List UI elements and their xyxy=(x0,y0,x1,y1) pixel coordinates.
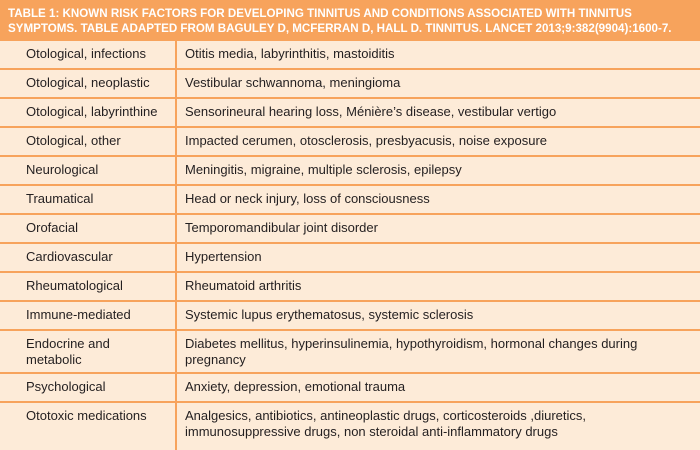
table-row xyxy=(0,214,700,243)
category-cell: Ototoxic medications xyxy=(0,402,176,450)
table-row xyxy=(0,69,700,98)
table-caption: TABLE 1: KNOWN RISK FACTORS FOR DEVELOPING TINNITUS AND CONDITIONS ASSOCIATED WITH TINNITUS SYMPTOMS. TABLE ADAPTED FROM BAGULEY D, MCFERRAN D, HALL D. TINNITUS. LANCET 2013;9:382(9904):1600-7. xyxy=(0,0,700,41)
category-cell: Endocrine and metabolic xyxy=(0,330,176,373)
conditions-cell: Vestibular schwannoma, meningioma xyxy=(176,69,700,98)
category-cell: Otological, infections xyxy=(0,41,176,69)
conditions-cell: Hypertension xyxy=(176,243,700,272)
conditions-cell: Rheumatoid arthritis xyxy=(176,272,700,301)
category-cell: Otological, labyrinthine xyxy=(0,98,176,127)
conditions-cell: Anxiety, depression, emotional trauma xyxy=(176,373,700,402)
category-cell: Orofacial xyxy=(0,214,176,243)
conditions-cell: Meningitis, migraine, multiple sclerosis, epilepsy xyxy=(176,156,700,185)
table-row xyxy=(0,402,700,450)
category-cell: Otological, neoplastic xyxy=(0,69,176,98)
category-cell: Psychological xyxy=(0,373,176,402)
conditions-cell: Otitis media, labyrinthitis, mastoiditis xyxy=(176,41,700,69)
table-row xyxy=(0,98,700,127)
conditions-cell: Temporomandibular joint disorder xyxy=(176,214,700,243)
category-cell: Immune-mediated xyxy=(0,301,176,330)
conditions-cell: Analgesics, antibiotics, antineoplastic drugs, corticosteroids ,diuretics, immunosuppressive drugs, non steroidal anti-inflammatory drugs xyxy=(185,408,587,439)
conditions-cell: Head or neck injury, loss of consciousness xyxy=(176,185,700,214)
category-cell: Neurological xyxy=(0,156,176,185)
category-cell: Rheumatological xyxy=(0,272,176,301)
conditions-cell: Impacted cerumen, otosclerosis, presbyacusis, noise exposure xyxy=(176,127,700,156)
table-row xyxy=(0,185,700,214)
table-row xyxy=(0,330,700,373)
category-cell: Otological, other xyxy=(0,127,176,156)
table-row xyxy=(0,272,700,301)
conditions-cell: Sensorineural hearing loss, Ménière’s disease, vestibular vertigo xyxy=(176,98,700,127)
table-row xyxy=(0,301,700,330)
risk-factor-table xyxy=(0,41,700,450)
table-row xyxy=(0,156,700,185)
conditions-cell: Diabetes mellitus, hyperinsulinemia, hypothyroidism, hormonal changes during pregnancy xyxy=(176,330,700,373)
table-row xyxy=(0,41,700,69)
category-cell: Traumatical xyxy=(0,185,176,214)
table-row xyxy=(0,127,700,156)
conditions-cell: Systemic lupus erythematosus, systemic sclerosis xyxy=(176,301,700,330)
category-cell: Cardiovascular xyxy=(0,243,176,272)
table-row xyxy=(0,373,700,402)
table-row xyxy=(0,243,700,272)
